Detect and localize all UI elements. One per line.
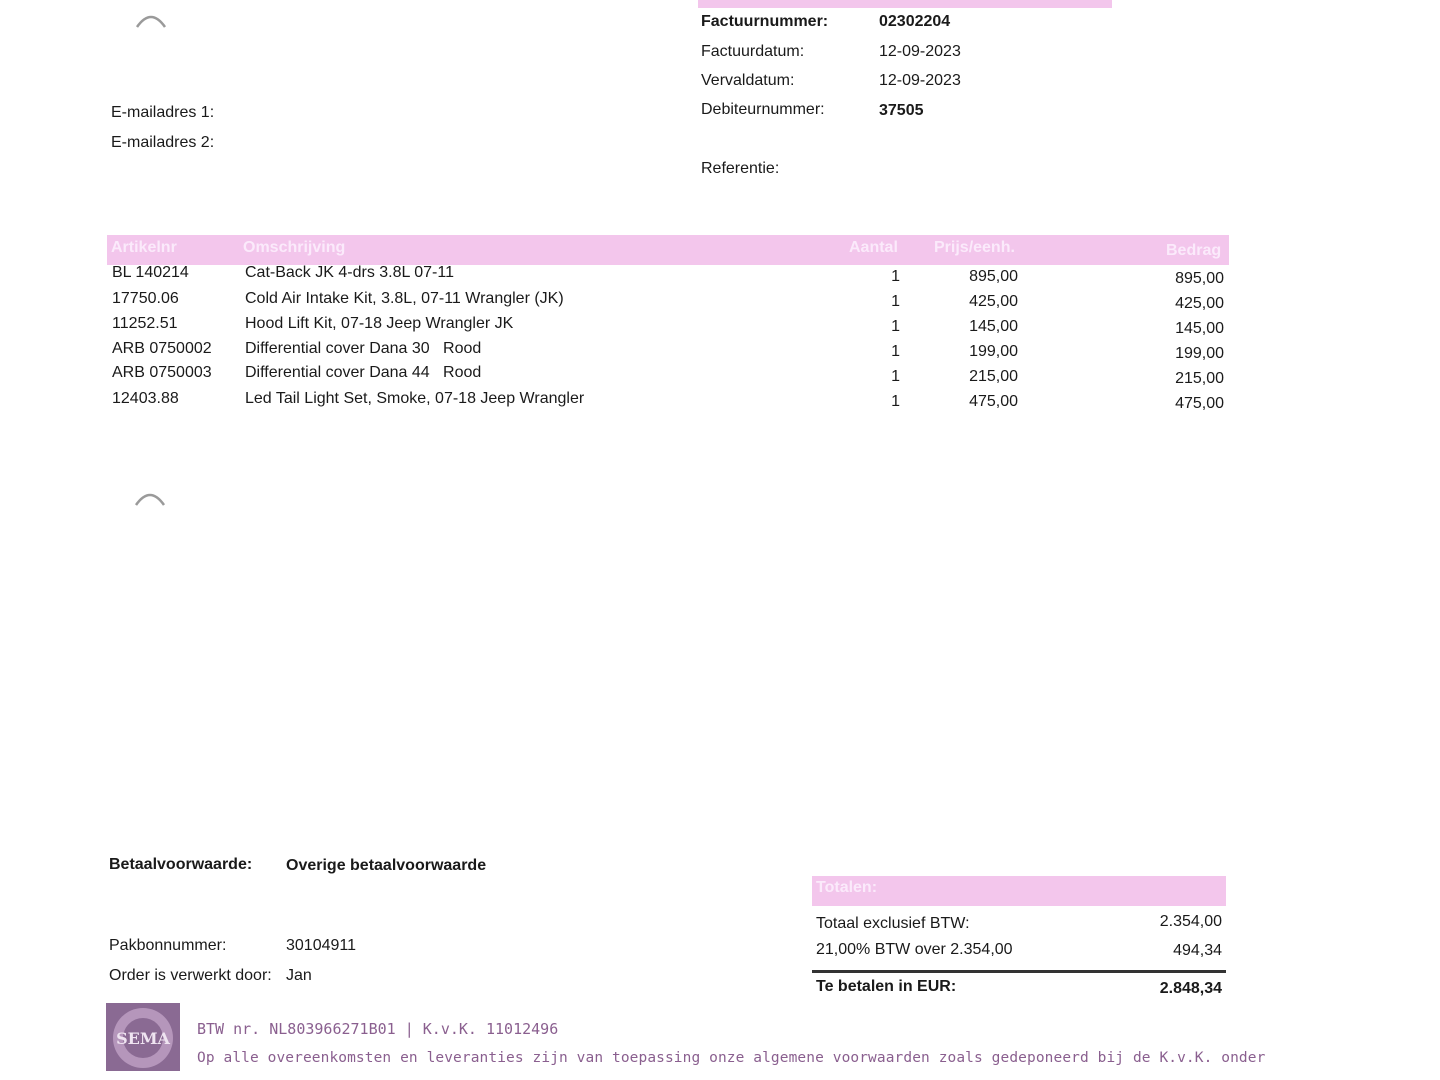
- row-bedrag: 895,00: [1175, 270, 1224, 287]
- email-2-label: E-mailadres 2:: [111, 134, 215, 151]
- total-excl-value: 2.354,00: [1159, 913, 1222, 930]
- row-bedrag: 425,00: [1175, 295, 1224, 312]
- processed-by-label: Order is verwerkt door:: [109, 967, 272, 984]
- reference-label: Referentie:: [701, 160, 780, 177]
- packing-slip-value: 30104911: [286, 937, 356, 954]
- invoice-date-label: Factuurdatum:: [701, 43, 805, 60]
- row-prijs: 199,00: [969, 343, 1018, 360]
- header-accent-bar: [698, 0, 1112, 8]
- row-artikelnr: ARB 0750002: [112, 340, 212, 357]
- table-row: [0, 364, 1440, 389]
- email-1-label: E-mailadres 1:: [111, 104, 215, 121]
- row-bedrag: 215,00: [1175, 370, 1224, 387]
- table-row: [0, 340, 1440, 365]
- col-header-prijs: Prijs/eenh.: [934, 239, 1015, 256]
- row-artikelnr: 12403.88: [112, 390, 179, 407]
- row-omschrijving: Cold Air Intake Kit, 3.8L, 07-11 Wrangler (JK): [245, 290, 564, 307]
- vat-value: 494,34: [1173, 942, 1222, 959]
- row-bedrag: 199,00: [1175, 345, 1224, 362]
- processed-by-value: Jan: [286, 967, 312, 984]
- amount-due-value: 2.848,34: [1159, 980, 1222, 997]
- row-prijs: 425,00: [969, 293, 1018, 310]
- payment-term-label: Betaalvoorwaarde:: [109, 856, 253, 873]
- row-prijs: 215,00: [969, 368, 1018, 385]
- sema-logo: [106, 1003, 180, 1071]
- row-omschrijving: Differential cover Dana 30 Rood: [245, 340, 482, 357]
- table-row: [0, 390, 1440, 415]
- footer-terms: Op alle overeenkomsten en leveranties zijn van toepassing onze algemene voorwaarden zoals gedeponeerd bij de K.v.K. onder: [197, 1050, 1266, 1066]
- due-date-label: Vervaldatum:: [701, 72, 795, 89]
- col-header-bedrag: Bedrag: [1166, 242, 1222, 259]
- invoice-number-label: Factuurnummer:: [701, 13, 829, 30]
- row-omschrijving: Led Tail Light Set, Smoke, 07-18 Jeep Wrangler: [245, 390, 585, 407]
- payment-term-value: Overige betaalvoorwaarde: [286, 857, 487, 874]
- sema-logo-letters: SEMA: [116, 1029, 170, 1048]
- amount-due-label: Te betalen in EUR:: [816, 978, 957, 995]
- row-aantal: 1: [891, 343, 900, 360]
- row-artikelnr: 17750.06: [112, 290, 179, 307]
- row-prijs: 145,00: [969, 318, 1018, 335]
- row-aantal: 1: [891, 368, 900, 385]
- row-prijs: 475,00: [969, 393, 1018, 410]
- vat-label: 21,00% BTW over 2.354,00: [816, 941, 1013, 958]
- invoice-number-value: 02302204: [879, 13, 951, 30]
- row-aantal: 1: [891, 318, 900, 335]
- table-row: [0, 290, 1440, 315]
- total-excl-label: Totaal exclusief BTW:: [816, 915, 970, 932]
- col-header-artikelnr: Artikelnr: [111, 239, 177, 256]
- totals-divider: [812, 970, 1226, 973]
- col-header-omschrijving: Omschrijving: [243, 239, 346, 256]
- row-artikelnr: 11252.51: [112, 315, 178, 332]
- row-prijs: 895,00: [969, 268, 1018, 285]
- footer-vat-registration: BTW nr. NL803966271B01 | K.v.K. 11012496: [197, 1020, 559, 1038]
- row-bedrag: 145,00: [1175, 320, 1224, 337]
- row-aantal: 1: [891, 268, 900, 285]
- row-artikelnr: BL 140214: [112, 264, 189, 281]
- table-row: [0, 264, 1440, 289]
- debtor-number-value: 37505: [879, 102, 924, 119]
- row-bedrag: 475,00: [1175, 395, 1224, 412]
- row-artikelnr: ARB 0750003: [112, 364, 212, 381]
- col-header-aantal: Aantal: [849, 239, 898, 256]
- punch-hole-mark: [134, 9, 168, 31]
- debtor-number-label: Debiteurnummer:: [701, 101, 825, 118]
- punch-hole-mark: [133, 487, 167, 509]
- row-aantal: 1: [891, 293, 900, 310]
- row-omschrijving: Differential cover Dana 44 Rood: [245, 364, 482, 381]
- packing-slip-label: Pakbonnummer:: [109, 937, 227, 954]
- row-omschrijving: Cat-Back JK 4-drs 3.8L 07-11: [245, 264, 454, 281]
- row-omschrijving: Hood Lift Kit, 07-18 Jeep Wrangler JK: [245, 315, 514, 332]
- due-date-value: 12-09-2023: [879, 72, 961, 89]
- totals-title: Totalen:: [816, 879, 878, 896]
- invoice-date-value: 12-09-2023: [879, 43, 961, 60]
- table-row: [0, 315, 1440, 340]
- row-aantal: 1: [891, 393, 900, 410]
